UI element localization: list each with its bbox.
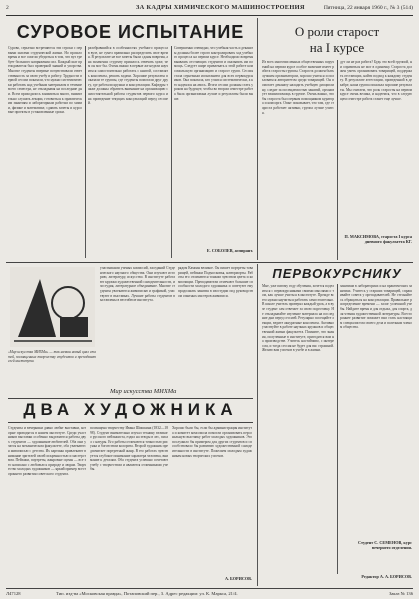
page-number: 2 (6, 5, 9, 11)
article-elders-signature: П. МАКСИМОВА, староста I курса дневного факультета КГ. (344, 234, 412, 244)
art-column-3: рядом Кампан великое. Он пишет портреты товарищей, пейзажи Подмосковья, натюрморты. Работы его отличаются тонким чувством цвета и композиции. Преподаватели отмечают большие способности молодого художника и советуют ему продолжать занятия в изостудии под руководством опытных мастеров живописи. (178, 266, 253, 298)
footer-order: Заказ № 136 (389, 591, 413, 596)
article-trial-title: СУРОВОЕ ИСПЫТАНИЕ (16, 22, 245, 42)
art-story-column-2: посвящена творчеству Ивана Шишкина (1832—1898). Студент внимательно изучал технику великого русского пейзажиста, ездил на этюды в лес, писал с натуры. Его работы отличаются точностью рисунка и богатством колорита. Второй художник предпочитает портретный жанр. В его работах чувствуется глубокое понимание характера человека, внимание к деталям. Оба студента успешно сочетают учебу с творчеством и являются отличниками учебы. (90, 426, 168, 472)
article-trial-column-3: Совершенно очевидно, что учебная часть и деканаты должны более строго контролировать ход учебного процесса на первом курсе. Необходимо вовремя выявлять отстающих студентов и оказывать им помощь. Следует шире привлекать к этой работе комсомольскую организацию и старост групп. Сессия стала серьезным испытанием для всех первокурсников. Она показала, кто учился систематически, а кто надеялся на авось. Итоги сессии должны стать уроком на будущее, чтобы во втором семестре работа была организована лучше и результаты были выше. (174, 46, 253, 101)
newspaper-title: ЗА КАДРЫ ХИМИЧЕСКОГО МАШИНОСТРОЕНИЯ (136, 4, 305, 11)
abstract-art-icon (10, 267, 95, 347)
page-footer (6, 588, 413, 598)
art-illustration (10, 267, 95, 347)
article-first-year-title: ПЕРВОКУРСНИКУ (272, 266, 402, 281)
art-story-column-3: Хорошо было бы, если бы администрация института и комитет комсомола помогли организовать персональную выставку работ молодых художников. Это послужило бы примером для других студентов и способствовало бы развитию художественной самодеятельности в институте. Пожелаем молодым художникам новых творческих успехов. (172, 426, 252, 458)
footer-code: Л47128 (6, 591, 21, 596)
art-story-column-1: Студенты и вечерники давно любят выставки, которые проводятся в нашем институте. Среди участников выставки особенно выделяются работы двух студентов — художников-любителей. Оба они учатся на механическом факультете, оба увлекаются живописью с детства. Их картины привлекают внимание зрителей своей искренностью и мастерством. Пейзажи, портреты, жанровые сцены — все это написано с любовью к природе и людям. Творчество молодых художников — яркий пример всестороннего развития советского студента. (8, 426, 86, 476)
article-first-year-signature: Студент С. СЕМЕНОВ, курс вечернего отделения. (357, 540, 412, 550)
art-section-signature: А. БОРИСОВ. (224, 576, 252, 581)
art-banner-title: ДВА ХУДОЖНИКА (23, 400, 238, 419)
page-header (6, 3, 413, 16)
article-elders-column-1: Из всех многочисленных общественных поручений на первом курсе особое значение имеет работа старосты группы. Староста должен быть лучшим организатором, хорошо учиться и пользоваться авторитетом среди товарищей. Он помогает деканату наладить учебную дисциплину, следит за посещаемостью занятий, организует взаимопомощь в группе. Очень важно, чтобы староста был первым помощником куратора и комсорга. Опыт показывает, что там, где староста работает активно, группа лучше учится. (262, 60, 334, 115)
art-section-caption: Мир искусства МИХМа (110, 388, 177, 395)
art-column-2: участниками ученых комиссий, заседаний Студенческого научного общества. Они изучают историю, литературу, искусство. В институте работают кружки художественной самодеятельности, изостудия, литературное объединение. Многие студенты увлекаются живописью и графикой, участвуют в выставках. Лучшие работы студентов выставлены в вестибюле института. (100, 266, 175, 303)
article-first-year-column-1: Мне, уже пятому году обучения, хочется поделиться с первокурсниками своими мыслями о том, как лучше учиться в институте. Прежде всего нужно научиться работать самостоятельно. В школе учитель проверял каждый урок, а в вузе студент сам отвечает за свою подготовку. Не откладывайте изучение материала на последние дни перед сессией. Регулярно посещайте лекции, ведите аккуратные конспекты. Активно участвуйте в работе научных кружков и общественной жизни факультета. Помните, что знания, полученные в институте, пригодятся вам на производстве. Учитесь настойчиво, с интересом, и тогда сессия не будет для вас страшной. Желаю вам успехов в учебе и в жизни. (262, 284, 334, 353)
issue-date: Пятница, 22 января 1960 г., № 3 (514) (323, 5, 413, 11)
editor-line: Редактор А. А. БОРИСОВ. (361, 574, 412, 579)
article-trial-signature: Е. СОБОЛЕВ, аспирант. (206, 248, 253, 253)
article-elders-column-2: дут ли не раз работа? Будь это всей группой, ни справиться не мог в одиночку. Староста должен уметь организовать товарищей, поддержать отстающих, найти подход к каждому студенту. В результате аттестации, проведенной в декабре, наша группа показала хорошие результаты. Мы считаем, что роль старосты на первом курсе очень велика, и надеемся, что в следующем семестре работа станет еще лучше. (340, 60, 412, 101)
article-first-year-column-2: занятиям в лабораториях и на практических занятиях. Учитесь у старших товарищей, спрашивайте совета у преподавателей. Не стесняйтесь обращаться на консультации. Правильное распределение времени — залог успешной учебы. Найдите время и для отдыха, для спорта, для чтения художественной литературы. Всестороннее развитие поможет вам стать настоящим специалистом своего дела и полезным членом общества. (340, 284, 412, 330)
article-elders-title-line2: на I курсе (309, 40, 365, 55)
art-intro-text: «Мир искусства МИХМа» — так назван новый цикл статей, посвященных творчеству студентов и преподавателей института. (8, 350, 96, 364)
article-trial-column-1: Сурово, серьезно встречаются эти строки с первыми шагами студенческой жизни. Но прошло время и все смогли убедиться в том, что вуз требует большого напряжения сил. Каждый шаг преподавателя был проверкой знаний и упорства. Многие студенты впервые почувствовали ответственность за свою учебу и работу. Трудности первой сессии показали, что нужно систематически работать над учебным материалом в течение всего семестра, не откладывая на последние дни. Всем приходилось заниматься много, внимательно слушать лекции, готовиться к практическим занятиям и лабораторным работам по химии, физике и математике, сдавать зачеты и курсовые проекты в установленные сроки. (8, 46, 82, 115)
article-trial-column-2: разобравшийся в особенностях учебного процесса в вузе, не сумел правильно распределить свое время. В результате не все зачеты были сданы вовремя, а на экзаменах студенту пришлось отвечать хуже, чем он мог бы. Очень важно в первые же недели научиться самостоятельно работать с книгой, составлять конспекты, решать задачи. Хорошие результаты показали те группы, где студенты помогали друг другу, где работали кружки и консультации. Кафедры также должны обратить внимание на организацию самостоятельной работы студентов первого курса и на проведение текущих консультаций перед сессией. (88, 46, 168, 106)
article-elders-title-line1: О роли старост (294, 24, 380, 39)
footer-printer: Тип. изд-ва «Московская правда», Потаповский пер., 3. Адрес редакции: ул. К. Маркса, 21/4. (56, 591, 238, 596)
